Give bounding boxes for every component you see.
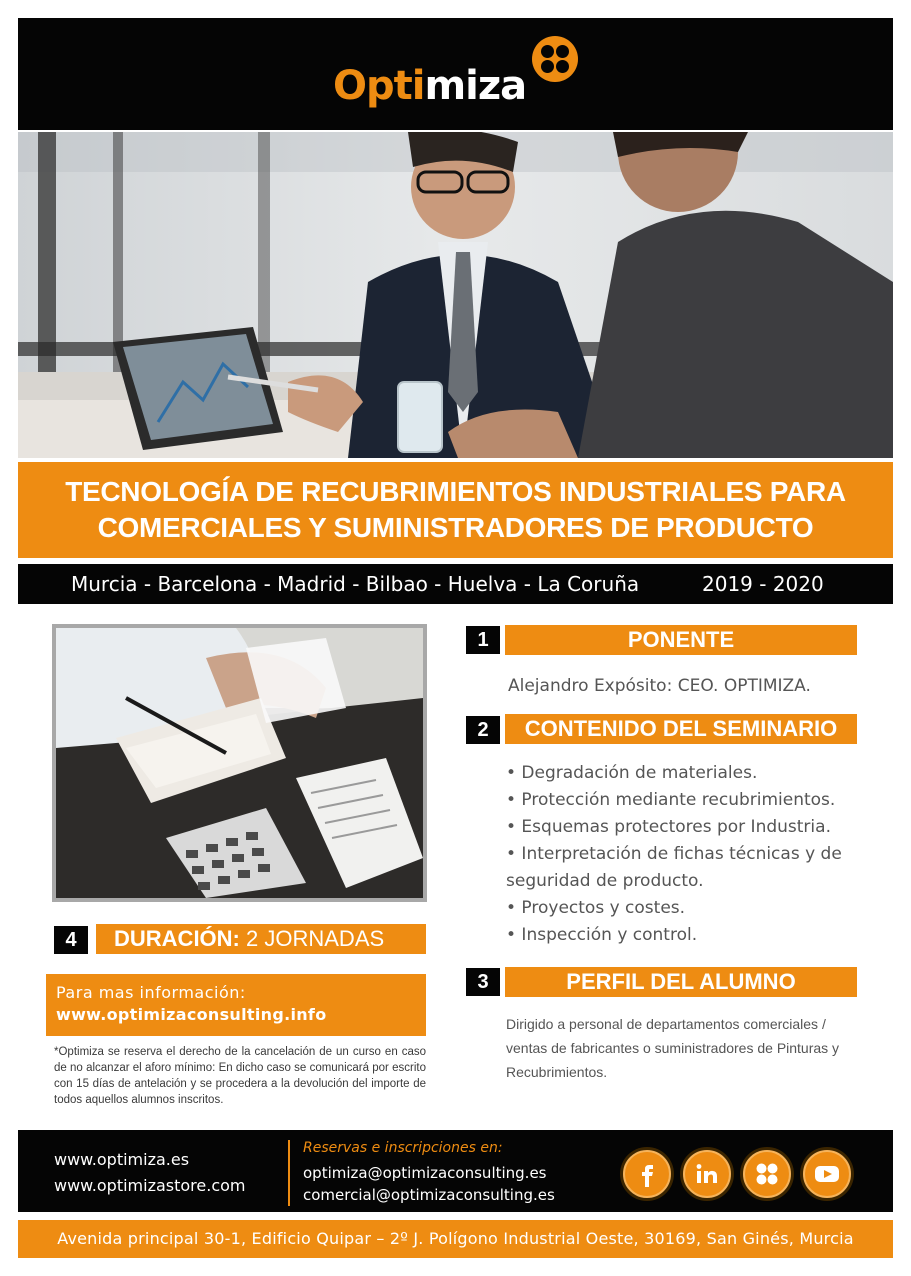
disclaimer-text: *Optimiza se reserva el derecho de la cancelación de un curso en caso de no alcanzar el aforo mínimo: En dicho caso se comunicará por escrito con 15 días de antelación y se procedera a la devolución del importe de todos aquellos alumnos inscritos. <box>54 1046 426 1106</box>
duration-bar <box>96 924 426 954</box>
course-title <box>18 462 893 558</box>
youtube-icon[interactable] <box>803 1150 851 1198</box>
info-box <box>46 974 426 1036</box>
section-number-2: 2 <box>466 716 500 744</box>
footer-divider <box>288 1140 290 1206</box>
logo-mark-icon <box>532 36 578 82</box>
cities-list: Murcia - Barcelona - Madrid - Bilbao - Huelva - La Coruña <box>71 572 640 596</box>
footer-bar <box>18 1130 893 1212</box>
reservations-label: Reservas e inscripciones en: <box>303 1140 503 1156</box>
desk-photo <box>52 624 427 902</box>
info-label: Para mas información: <box>56 983 246 1002</box>
years: 2019 - 2020 <box>702 572 824 596</box>
list-item: • Degradación de materiales. <box>506 763 758 783</box>
list-item: • Inspección y control. <box>506 925 698 945</box>
section-heading-contenido: CONTENIDO DEL SEMINARIO <box>505 714 857 744</box>
website-link-optimiza[interactable]: www.optimiza.es <box>54 1150 190 1169</box>
course-title-line1: TECNOLOGÍA DE RECUBRIMIENTOS INDUSTRIALES PARA <box>65 476 846 507</box>
duration-label: DURACIÓN: <box>114 926 240 951</box>
duration-value: 2 JORNADAS <box>246 926 385 951</box>
section-heading-perfil: PERFIL DEL ALUMNO <box>505 967 857 997</box>
optimiza-icon[interactable] <box>743 1150 791 1198</box>
logo <box>333 63 527 109</box>
logo-text-opti: Opti <box>333 63 425 109</box>
section-number-3: 3 <box>466 968 500 996</box>
locations-bar <box>18 564 893 604</box>
website-link-store[interactable]: www.optimizastore.com <box>54 1176 246 1195</box>
section-number-4: 4 <box>54 926 88 954</box>
perfil-text: Dirigido a personal de departamentos comerciales / ventas de fabricantes o suministradores de Pinturas y Recubrimientos. <box>506 1016 840 1080</box>
hero-photo <box>18 132 893 458</box>
list-item: • Interpretación de fichas técnicas y de seguridad de producto. <box>506 844 842 891</box>
email-link-2[interactable]: comercial@optimizaconsulting.es <box>303 1186 555 1204</box>
logo-text-miza: miza <box>424 63 527 109</box>
section-number-1: 1 <box>466 626 500 654</box>
email-link-1[interactable]: optimiza@optimizaconsulting.es <box>303 1164 547 1182</box>
section-heading-ponente: PONENTE <box>505 625 857 655</box>
list-item: • Proyectos y costes. <box>506 898 686 918</box>
content-list <box>506 760 862 949</box>
list-item: • Esquemas protectores por Industria. <box>506 817 831 837</box>
facebook-icon[interactable] <box>623 1150 671 1198</box>
linkedin-icon[interactable] <box>683 1150 731 1198</box>
course-title-line2: COMERCIALES Y SUMINISTRADORES DE PRODUCTO <box>97 512 814 543</box>
list-item: • Protección mediante recubrimientos. <box>506 790 836 810</box>
ponente-text: Alejandro Expósito: CEO. OPTIMIZA. <box>508 676 811 696</box>
info-url-link[interactable]: www.optimizaconsulting.info <box>56 1005 327 1024</box>
address-bar: Avenida principal 30-1, Edificio Quipar – 2º J. Polígono Industrial Oeste, 30169, San Ginés, Murcia <box>18 1220 893 1258</box>
